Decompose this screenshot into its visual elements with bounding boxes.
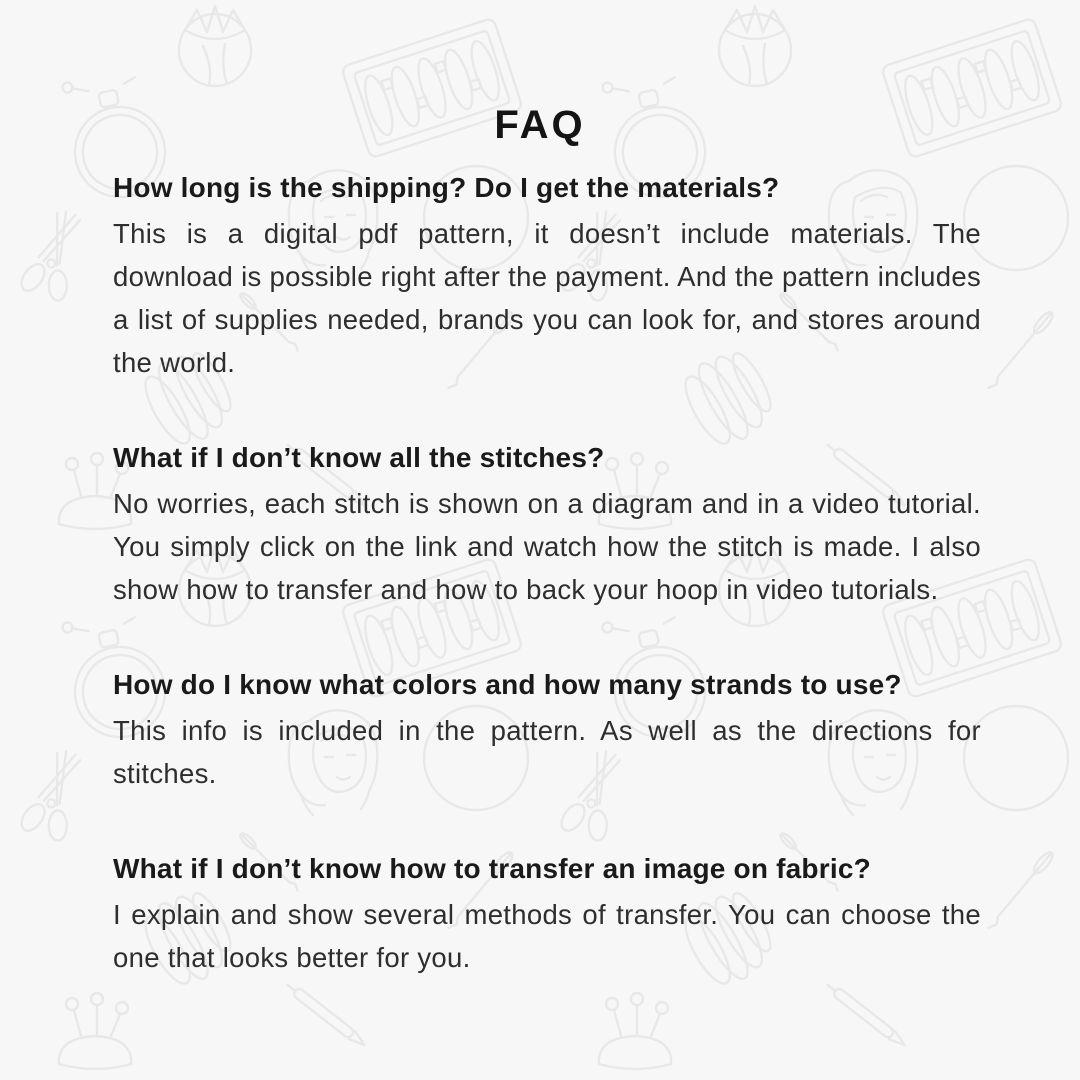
faq-answer: No worries, each stitch is shown on a diagram and in a video tutorial. You simply click on the link and watch how the stitch is made. I also show how to transfer and how to back your hoop in video tutorials. — [113, 488, 981, 605]
faq-answer: This is a digital pdf pattern, it doesn’t include materials. The download is possible right after the payment. And the pattern includes a list of supplies needed, brands you can look for, and stores around the world. — [113, 218, 981, 378]
faq-item — [113, 440, 981, 611]
faq-question: What if I don’t know all the stitches? — [113, 442, 605, 473]
faq-item — [113, 170, 981, 384]
faq-question: How long is the shipping? Do I get the materials? — [113, 172, 780, 203]
faq-content — [113, 170, 981, 979]
faq-answer: This info is included in the pattern. As well as the directions for stitches. — [113, 715, 981, 789]
faq-question: How do I know what colors and how many strands to use? — [113, 669, 902, 700]
faq-item — [113, 667, 981, 795]
faq-item — [113, 851, 981, 979]
page-title: FAQ — [494, 102, 586, 147]
faq-answer: I explain and show several methods of transfer. You can choose the one that looks better for you. — [113, 899, 981, 973]
faq-question: What if I don’t know how to transfer an image on fabric? — [113, 853, 871, 884]
